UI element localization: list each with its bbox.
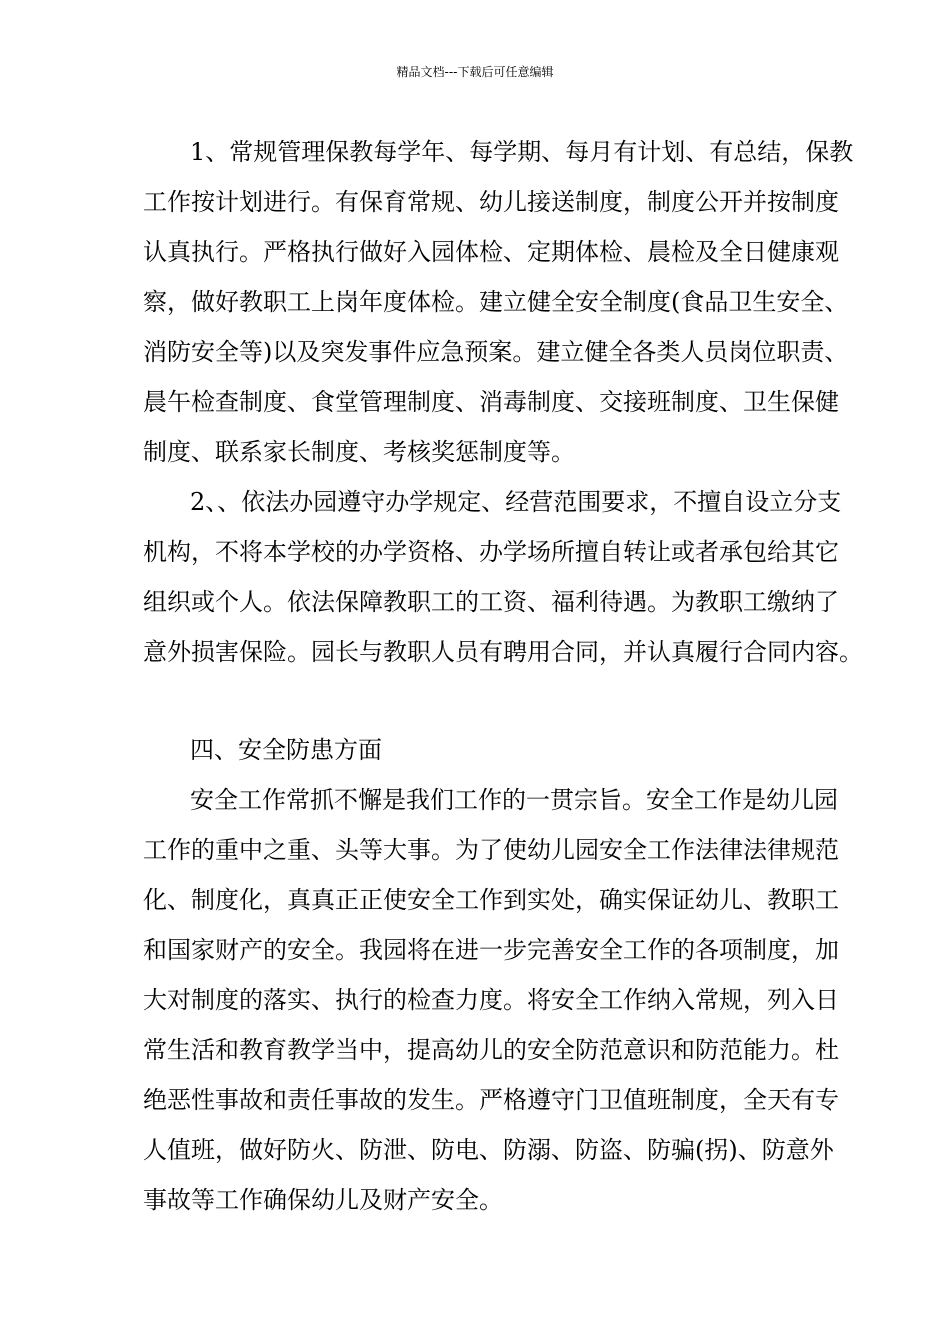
paragraph-1-line-6: 晨午检查制度、食堂管理制度、消毒制度、交接班制度、卫生保健 [143, 388, 839, 416]
paragraph-2-line-3: 组织或个人。依法保障教职工的工资、福利待遇。为教职工缴纳了 [143, 588, 839, 616]
paragraph-3-line-8: 人值班，做好防火、防泄、防电、防溺、防盗、防骗(拐)、防意外 [143, 1136, 834, 1164]
paragraph-2-line-2: 机构，不将本学校的办学资格、办学场所擅自转让或者承包给其它 [143, 538, 839, 566]
page-header: 精品文档---下载后可任意编辑 [396, 65, 554, 79]
paragraph-3-line-5: 大对制度的落实、执行的检查力度。将安全工作纳入常规，列入日 [143, 986, 839, 1014]
paragraph-1-line-7: 制度、联系家长制度、考核奖惩制度等。 [143, 438, 575, 466]
paragraph-2-line-4: 意外损害保险。园长与教职人员有聘用合同，并认真履行合同内容。 [143, 638, 863, 666]
paragraph-3-line-9: 事故等工作确保幼儿及财产安全。 [143, 1186, 503, 1214]
paragraph-3-line-1: 安全工作常抓不懈是我们工作的一贯宗旨。安全工作是幼儿园 [190, 786, 838, 814]
paragraph-1-line-2: 工作按计划进行。有保育常规、幼儿接送制度，制度公开并按制度 [143, 188, 839, 216]
paragraph-3-line-3: 化、制度化，真真正正使安全工作到实处，确实保证幼儿、教职工 [143, 886, 839, 914]
paragraph-3-line-7: 绝恶性事故和责任事故的发生。严格遵守门卫值班制度，全天有专 [143, 1086, 839, 1114]
paragraph-1-line-1: 1、常规管理保教每学年、每学期、每月有计划、有总结，保教 [190, 138, 854, 166]
paragraph-1-line-5: 消防安全等)以及突发事件应急预案。建立健全各类人员岗位职责、 [143, 338, 849, 366]
paragraph-3-line-4: 和国家财产的安全。我园将在进一步完善安全工作的各项制度，加 [143, 936, 839, 964]
section-heading: 四、安全防患方面 [190, 736, 382, 764]
paragraph-3-line-2: 工作的重中之重、头等大事。为了使幼儿园安全工作法律法律规范 [143, 836, 839, 864]
paragraph-1-line-4: 察，做好教职工上岗年度体检。建立健全安全制度(食品卫生安全、 [143, 288, 849, 316]
paragraph-1-line-3: 认真执行。严格执行做好入园体检、定期体检、晨检及全日健康观 [143, 238, 839, 266]
paragraph-2-line-1: 2、、依法办园遵守办学规定、经营范围要求，不擅自设立分支 [190, 488, 842, 516]
paragraph-3-line-6: 常生活和教育教学当中，提高幼儿的安全防范意识和防范能力。杜 [143, 1036, 839, 1064]
